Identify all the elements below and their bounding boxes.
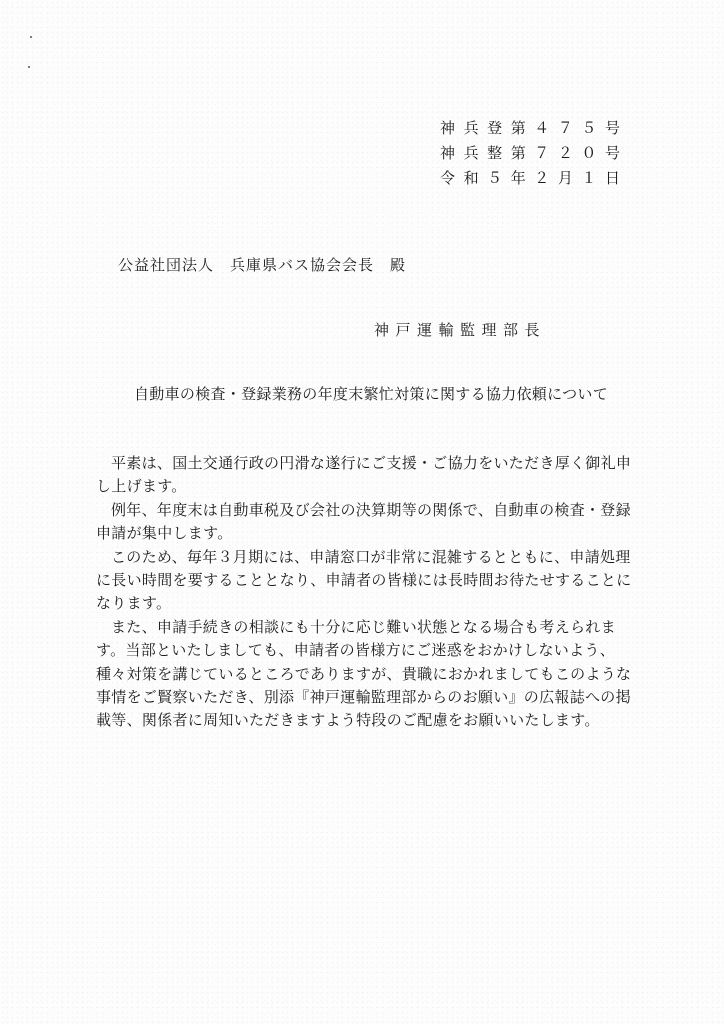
reference-number-block	[440, 116, 620, 191]
reference-line-1	[440, 116, 620, 141]
addressee: 公益社団法人 兵庫県バス協会会長 殿	[118, 256, 407, 274]
body-text	[96, 452, 636, 733]
ref-char: ７	[534, 144, 550, 162]
ref-char: 兵	[463, 144, 479, 162]
date-line	[440, 166, 620, 191]
ref-char: 兵	[463, 119, 479, 137]
ref-char: 神	[440, 144, 456, 162]
date-char: １	[581, 169, 597, 187]
paragraph: また、申請手続きの相談にも十分に応じ難い状態となる場合も考えられます。当部といたしましても、申請者の皆様方にご迷惑をおかけしないよう、種々対策を講じているところでありますが、貴職におかれましてもこのような事情をご賢察いただき、別添『神戸運輸監理部からのお願い』の広報誌への掲載等、関係者に周知いただきますよう特段のご配慮をお願いいたします。	[96, 617, 632, 730]
ref-char: 整	[487, 144, 503, 162]
ref-char: 号	[604, 119, 620, 137]
ref-char: 神	[440, 119, 456, 137]
ref-char: ５	[581, 119, 597, 137]
ref-char: 号	[604, 144, 620, 162]
date-char: 和	[463, 169, 479, 187]
ref-char: ０	[581, 144, 597, 162]
ref-char: ２	[557, 144, 573, 162]
ref-char: ４	[534, 119, 550, 137]
sender: 神戸運輸監理部長	[374, 321, 547, 339]
paragraph: 平素は、国土交通行政の円滑な遂行にご支援・ご協力をいただき厚く御礼申し上げます。	[96, 454, 632, 496]
date-char: ５	[487, 169, 503, 187]
scan-speck	[30, 36, 32, 38]
paragraph: このため、毎年３月期には、申請窓口が非常に混雑するとともに、申請処理に長い時間を要することとなり、申請者の皆様には長時間お待たせすることになります。	[96, 547, 632, 613]
ref-char: 第	[510, 119, 526, 137]
date-char: 年	[510, 169, 526, 187]
ref-char: 第	[510, 144, 526, 162]
scan-speck	[28, 66, 30, 68]
date-char: 月	[557, 169, 573, 187]
ref-char: 登	[487, 119, 503, 137]
ref-char: ７	[557, 119, 573, 137]
date-char: 日	[604, 169, 620, 187]
subject-heading: 自動車の検査・登録業務の年度末繁忙対策に関する協力依頼について	[134, 385, 609, 403]
date-char: ２	[534, 169, 550, 187]
paragraph: 例年、年度末は自動車税及び会社の決算期等の関係で、自動車の検査・登録申請が集中します。	[96, 500, 631, 543]
reference-line-2	[440, 141, 620, 166]
date-char: 令	[440, 169, 456, 187]
